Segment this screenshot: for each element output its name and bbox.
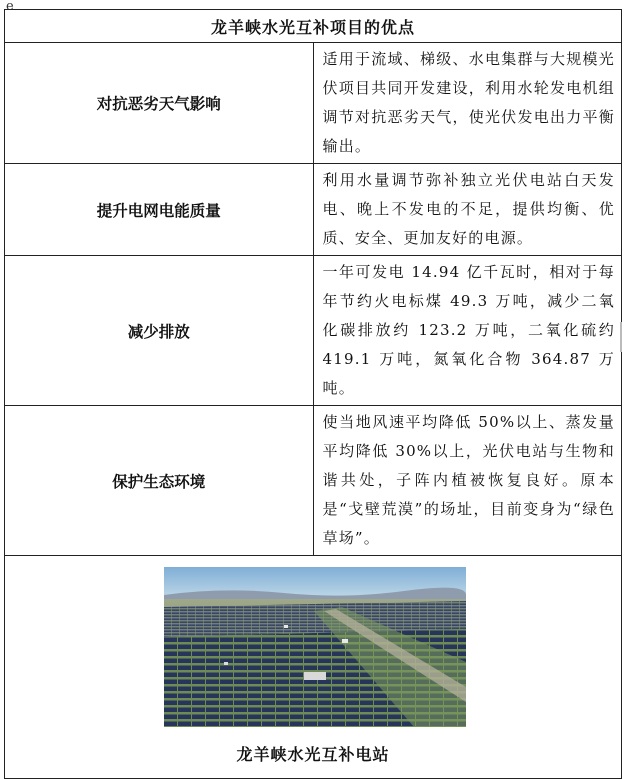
- photo-caption: 龙羊峡水光互补电站: [236, 745, 390, 764]
- solar-plant-photo-svg: [164, 567, 466, 727]
- row-label-ecology: 保护生态环境: [5, 406, 314, 556]
- row-label-weather: 对抗恶劣天气影响: [5, 43, 314, 164]
- side-marker: [620, 322, 622, 352]
- table-row: [5, 406, 622, 556]
- solar-plant-photo: [164, 567, 466, 727]
- image-cell: [5, 556, 622, 779]
- row-text-emissions: 一年可发电 14.94 亿千瓦时，相对于每年节约火电标煤 49.3 万吨，减少二氧化碳排放约 123.2 万吨，二氧化硫约 419.1 万吨，氮氧化合物 364.87 万吨。: [313, 256, 622, 406]
- row-label-emissions: 减少排放: [5, 256, 314, 406]
- page-corner-mark: e: [6, 0, 14, 14]
- table-row: [5, 164, 622, 256]
- row-text-ecology: 使当地风速平均降低 50%以上、蒸发量平均降低 30%以上，光伏电站与生物和谐共处，子阵内植被恢复良好。原本是“戈壁荒漠”的场址，目前变身为“绿色草场”。: [313, 406, 622, 556]
- row-text-weather: 适用于流域、梯级、水电集群与大规模光伏项目共同开发建设，利用水轮发电机组调节对抗恶劣天气，使光伏发电出力平衡输出。: [313, 43, 622, 164]
- table-row: [5, 256, 622, 406]
- table-row: [5, 43, 622, 164]
- row-label-grid-quality: 提升电网电能质量: [5, 164, 314, 256]
- page-bottom-marker: [304, 672, 326, 680]
- row-text-grid-quality: 利用水量调节弥补独立光伏电站白天发电、晚上不发电的不足，提供均衡、优质、安全、更加友好的电源。: [313, 164, 622, 256]
- advantages-table: [4, 9, 622, 779]
- table-title: 龙羊峡水光互补项目的优点: [5, 10, 622, 43]
